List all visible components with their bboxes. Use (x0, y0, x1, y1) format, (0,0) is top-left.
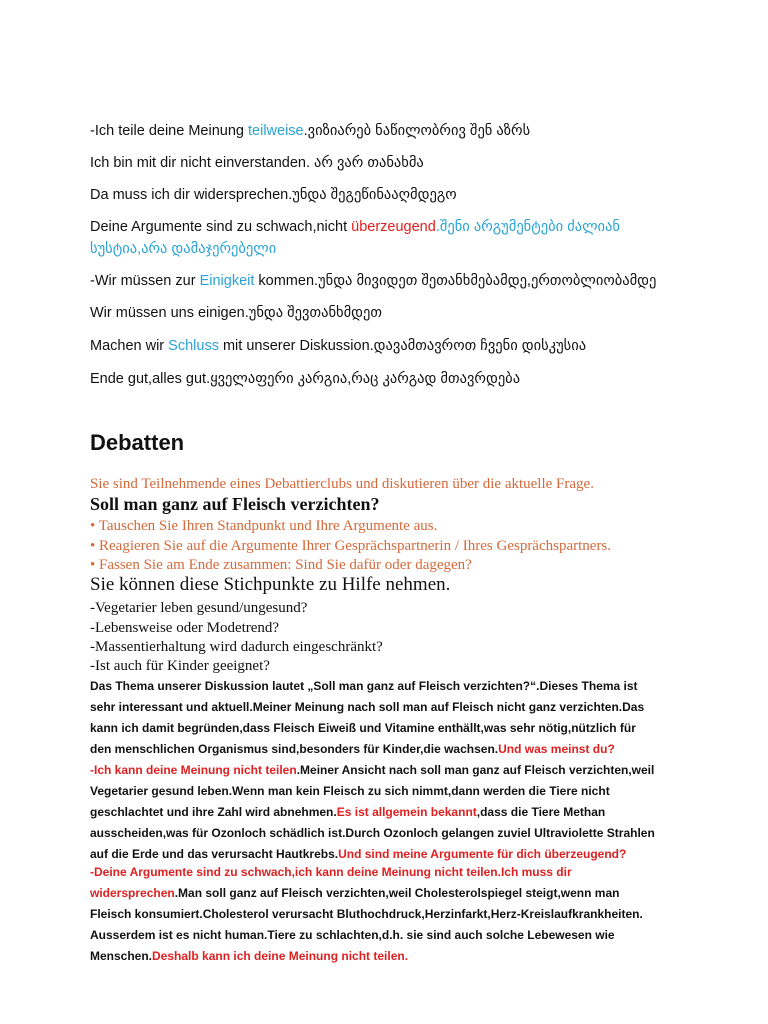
phrase-text: Machen wir (90, 338, 169, 354)
section-heading: Debatten (90, 430, 185, 455)
answer-phrase: -Ich kann deine Meinung nicht teilen (90, 763, 297, 777)
answer-paragraph-1 (90, 676, 660, 760)
highlight-word: Schluss (168, 338, 219, 354)
phrase-text: -Wir müssen zur (90, 273, 200, 289)
phrase-einigen: Wir müssen uns einigen.უნდა შევთანხმდეთ (90, 305, 383, 321)
highlight-word: teilweise (248, 123, 304, 139)
answer-text: ,dass die Tiere Methan ausscheiden,was für Ozonloch schädlich ist.Durch Ozonloch gelangen zuviel Ultraviolette Strahlen auf die Erde und das verursacht Hautkrebs. (90, 805, 655, 861)
answer-paragraph-3 (90, 862, 660, 967)
exercise-point: -Massentierhaltung wird dadurch eingeschränkt? (90, 639, 383, 655)
answer-question: Und was meinst du? (498, 742, 615, 756)
phrase-einigkeit (90, 270, 690, 292)
exercise-question: Soll man ganz auf Fleisch verzichten? (90, 494, 380, 514)
answer-phrase: Es ist allgemein bekannt (336, 805, 477, 819)
phrase-translation: kommen.უნდა მივიდეთ შეთანხმებამდე,ერთობლიობამდე (254, 273, 657, 289)
exercise-bullet: • Tauschen Sie Ihren Standpunkt und Ihre Argumente aus. (90, 518, 438, 534)
highlight-word: überzeugend (351, 219, 436, 235)
answer-question: Und sind meine Argumente für dich überzeugend? (338, 847, 627, 861)
phrase-schluss (90, 335, 690, 357)
phrase-translation-cont: სუსტია,არა დამაჯერებელი (90, 241, 277, 257)
exercise-hint: Sie können diese Stichpunkte zu Hilfe nehmen. (90, 574, 451, 595)
phrase-text: Deine Argumente sind zu schwach,nicht (90, 219, 352, 235)
answer-phrase: Deshalb kann ich deine Meinung nicht teilen. (152, 949, 409, 963)
phrase-ende-gut: Ende gut,alles gut.ყველაფერი კარგია,რაც კარგად მთავრდება (90, 371, 521, 387)
exercise-bullet: • Fassen Sie am Ende zusammen: Sind Sie dafür oder dagegen? (90, 557, 472, 573)
phrase-translation: mit unserer Diskussion.დავამთავროთ ჩვენი დისკუსია (218, 338, 587, 354)
answer-text: .Meiner Ansicht nach soll man ganz auf Fleisch verzichten,weil Vegetarier gesund leben.Wenn man kein Fleisch zu sich nimmt,dann werden die Tiere nicht geschlachtet und ihre Zahl wird abnehmen. (90, 763, 655, 819)
answer-phrase: -Deine Argumente sind zu schwach,ich kann deine Meinung nicht teilen.Ich muss dir widersprechen (90, 865, 572, 900)
phrase-translation: .შენი არგუმენტები ძალიან (435, 219, 620, 235)
phrase-argumente (90, 216, 630, 260)
answer-text: .Man soll ganz auf Fleisch verzichten,weil Cholesterolspiegel steigt,wenn man Fleisch konsumiert.Cholesterol verursacht Bluthochdruck,Herzinfarkt,Herz-Kreislaufkrankheiten. Ausserdem ist es nicht human.Tiere zu schlachten,d.h. sie sind auch solche Lebewesen wie Menschen. (90, 886, 643, 963)
answer-paragraph-2 (90, 760, 660, 865)
phrase-nicht-einverstanden: Ich bin mit dir nicht einverstanden. არ ვარ თანახმა (90, 155, 424, 171)
exercise-point: -Ist auch für Kinder geeignet? (90, 658, 270, 674)
phrase-translation: .ვიზიარებ ნაწილობრივ შენ აზრს (303, 123, 531, 139)
exercise-bullet: • Reagieren Sie auf die Argumente Ihrer Gesprächspartnerin / Ihres Gesprächspartners. (90, 538, 612, 554)
phrase-teilweise (90, 120, 690, 142)
highlight-word: Einigkeit (199, 273, 255, 289)
exercise-intro: Sie sind Teilnehmende eines Debattierclubs und diskutieren über die aktuelle Frage. (90, 476, 594, 492)
phrase-text: -Ich teile deine Meinung (90, 123, 248, 139)
exercise-point: -Vegetarier leben gesund/ungesund? (90, 600, 308, 616)
answer-text: Das Thema unserer Diskussion lautet „Soll man ganz auf Fleisch verzichten?“.Dieses Thema ist sehr interessant und aktuell.Meiner Meinung nach soll man auf Fleisch nicht ganz verzichten.Das kann ich damit begründen,dass Fleisch Eiweiß und Vitamine enthällt,was sehr nötig,nützlich für den menschlichen Organismus sind,besonders für Kinder,die wachsen. (90, 679, 645, 756)
exercise-point: -Lebensweise oder Modetrend? (90, 620, 280, 636)
phrase-widersprechen: Da muss ich dir widersprechen.უნდა შეგეწინააღმდეგო (90, 187, 457, 203)
